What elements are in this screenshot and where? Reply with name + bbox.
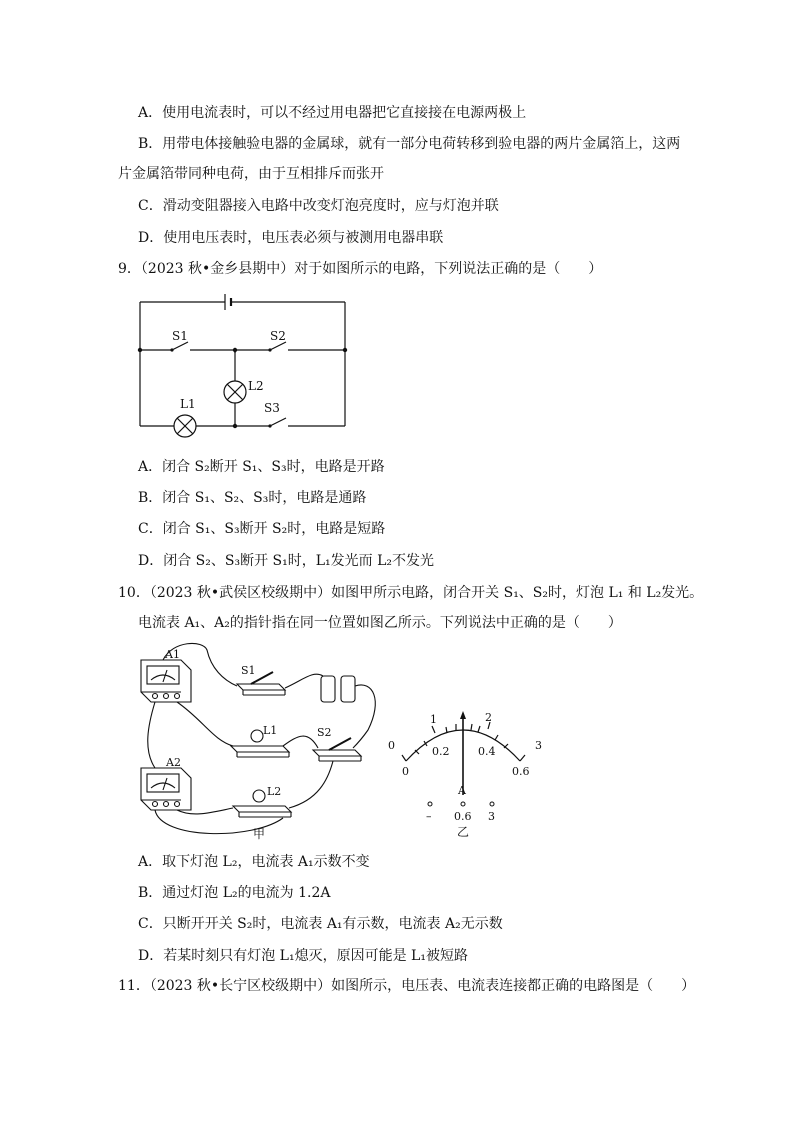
q9-option-c: C．闭合 S₁、S₃断开 S₂时，电路是短路 bbox=[138, 521, 386, 537]
q10-figure-jia bbox=[133, 640, 393, 845]
label-l1: L1 bbox=[180, 397, 196, 411]
yi-bottom-0-2: 0.2 bbox=[432, 745, 450, 758]
label-s2-jia: S2 bbox=[317, 726, 332, 739]
label-a1: A1 bbox=[165, 648, 180, 661]
q10-option-c: C．只断开开关 S₂时，电流表 A₁有示数，电流表 A₂无示数 bbox=[138, 916, 503, 932]
caption-jia: 甲 bbox=[253, 827, 266, 841]
yi-terminal-3: 3 bbox=[488, 810, 495, 823]
q10-option-b: B．通过灯泡 L₂的电流为 1.2A bbox=[138, 885, 331, 901]
yi-top-0: 0 bbox=[388, 739, 395, 752]
label-l2: L2 bbox=[248, 379, 264, 393]
label-l2-jia: L2 bbox=[267, 785, 282, 798]
yi-terminal-neg: – bbox=[426, 810, 432, 823]
label-s1-jia: S1 bbox=[241, 664, 256, 677]
yi-bottom-0-6: 0.6 bbox=[512, 765, 530, 778]
q10-stem-2: 电流表 A₁、A₂的指针指在同一位置如图乙所示。下列说法中正确的是（ ） bbox=[138, 615, 622, 631]
q9-option-d: D．闭合 S₂、S₃断开 S₁时，L₁发光而 L₂不发光 bbox=[138, 553, 435, 569]
q10-figure-yi-ammeter bbox=[380, 705, 550, 840]
q10-option-d: D．若某时刻只有灯泡 L₁熄灭，原因可能是 L₁被短路 bbox=[138, 948, 468, 964]
yi-terminal-0-6: 0.6 bbox=[454, 810, 472, 823]
yi-bottom-0: 0 bbox=[402, 765, 409, 778]
label-s2: S2 bbox=[270, 329, 286, 343]
q8-option-b-cont: 片金属箔带同种电荷，由于互相排斥而张开 bbox=[118, 166, 384, 182]
q9-circuit-diagram bbox=[130, 288, 360, 438]
label-s1: S1 bbox=[172, 329, 188, 343]
q8-option-b: B．用带电体接触验电器的金属球，就有一部分电荷转移到验电器的两片金属箔上，这两 bbox=[138, 136, 681, 152]
label-a2: A2 bbox=[166, 756, 181, 769]
q9-option-a: A．闭合 S₂断开 S₁、S₃时，电路是开路 bbox=[138, 459, 385, 475]
q10-option-a: A．取下灯泡 L₂，电流表 A₁示数不变 bbox=[138, 854, 370, 870]
q10-stem-1: 10．（2023 秋•武侯区校级期中）如图甲所示电路，闭合开关 S₁、S₂时，灯泡 L₁ 和 L₂发光。 bbox=[118, 585, 704, 601]
yi-top-3: 3 bbox=[535, 739, 542, 752]
label-l1-jia: L1 bbox=[263, 724, 278, 737]
yi-unit: A bbox=[458, 784, 466, 797]
yi-bottom-0-4: 0.4 bbox=[478, 745, 496, 758]
q8-option-a: A．使用电流表时，可以不经过用电器把它直接接在电源两极上 bbox=[138, 105, 527, 121]
caption-yi: 乙 bbox=[457, 825, 470, 839]
yi-top-2: 2 bbox=[485, 711, 492, 724]
q9-option-b: B．闭合 S₁、S₂、S₃时，电路是通路 bbox=[138, 490, 367, 506]
q8-option-d: D．使用电压表时，电压表必须与被测用电器串联 bbox=[138, 230, 444, 246]
yi-top-1: 1 bbox=[430, 713, 437, 726]
label-s3: S3 bbox=[264, 401, 280, 415]
q11-stem: 11．（2023 秋•长宁区校级期中）如图所示，电压表、电流表连接都正确的电路图是（ ） bbox=[118, 978, 696, 994]
q9-stem: 9．（2023 秋•金乡县期中）对于如图所示的电路，下列说法正确的是（ ） bbox=[118, 261, 603, 277]
q8-option-c: C．滑动变阻器接入电路中改变灯泡亮度时，应与灯泡并联 bbox=[138, 198, 499, 214]
